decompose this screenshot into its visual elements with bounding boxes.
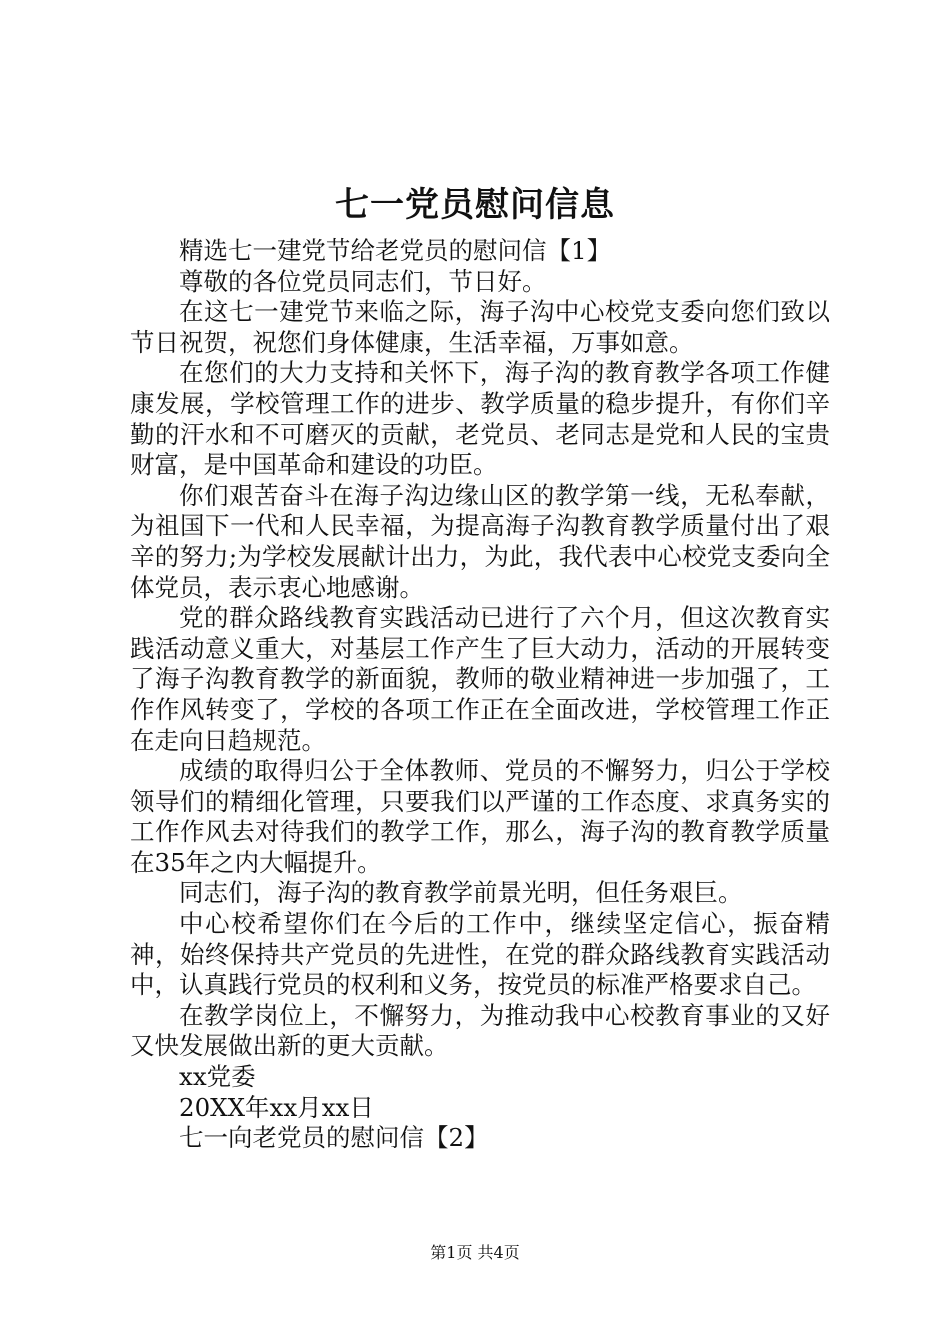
paragraph-heading-1: 精选七一建党节给老党员的慰问信【1】 <box>179 236 612 265</box>
signature-date: 20XX年xx月xx日 <box>179 1092 374 1122</box>
page-number: 第1页 共4页 <box>430 1243 520 1262</box>
paragraph: 在您们的大力支持和关怀下，海子沟的教育教学各项工作健康发展，学校管理工作的进步、教学质量的稳步提升，有你们辛勤的汗水和不可磨灭的贡献，老党员、老同志是党和人民的宝贵财富，是中国革命和建设的功臣。 <box>130 358 830 480</box>
document-body <box>130 236 830 1154</box>
paragraph-salutation: 尊敬的各位党员同志们，节日好。 <box>179 266 547 296</box>
paragraph: 中心校希望你们在今后的工作中，继续坚定信心，振奋精神，始终保持共产党员的先进性，在党的群众路线教育实践活动中，认真践行党员的权利和义务，按党员的标准严格要求自己。 <box>130 909 830 1000</box>
paragraph: 同志们，海子沟的教育教学前景光明，但任务艰巨。 <box>179 878 743 908</box>
paragraph: 党的群众路线教育实践活动已进行了六个月，但这次教育实践活动意义重大，对基层工作产生了巨大动力，活动的开展转变了海子沟教育教学的新面貌，教师的敬业精神进一步加强了，工作作风转变了，学校的各项工作正在全面改进，学校管理工作正在走向日趋规范。 <box>130 603 830 755</box>
document-title: 七一党员慰问信息 <box>335 185 615 225</box>
signature-org: xx党委 <box>179 1062 256 1092</box>
paragraph: 在教学岗位上，不懈努力，为推动我中心校教育事业的又好又快发展做出新的更大贡献。 <box>130 1000 830 1061</box>
paragraph: 在这七一建党节来临之际，海子沟中心校党支委向您们致以节日祝贺，祝您们身体健康，生活幸福，万事如意。 <box>130 297 830 357</box>
paragraph: 你们艰苦奋斗在海子沟边缘山区的教学第一线，无私奉献，为祖国下一代和人民幸福，为提高海子沟教育教学质量付出了艰辛的努力;为学校发展献计出力，为此，我代表中心校党支委向全体党员，表示衷心地感谢。 <box>130 480 830 602</box>
paragraph: 成绩的取得归公于全体教师、党员的不懈努力，归公于学校领导们的精细化管理，只要我们以严谨的工作态度、求真务实的工作作风去对待我们的教学工作，那么，海子沟的教育教学质量在35年之内大幅提升。 <box>130 756 830 877</box>
paragraph-heading-2: 七一向老党员的慰问信【2】 <box>179 1123 489 1153</box>
